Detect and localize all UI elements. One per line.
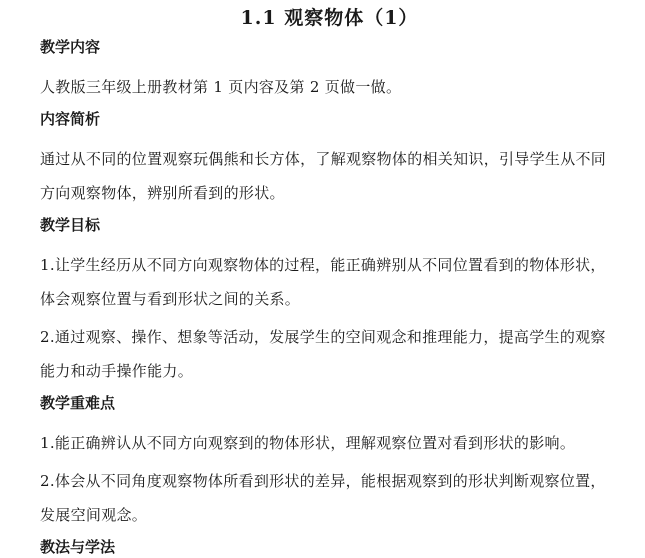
section-content-analysis: [40, 108, 619, 210]
section-paragraph: 2.通过观察、操作、想象等活动，发展学生的空间观念和推理能力，提高学生的观察能力和动手操作能力。: [40, 328, 606, 380]
section-paragraph: 1.让学生经历从不同方向观察物体的过程，能正确辨别从不同位置看到的物体形状，体会观察位置与看到形状之间的关系。: [40, 256, 606, 308]
section-heading: 内容简析: [40, 110, 101, 128]
section-key-difficulties: [40, 392, 619, 532]
section-teaching-goals: [40, 214, 619, 388]
section-paragraph: 1.能正确辨认从不同方向观察到的物体形状，理解观察位置对看到形状的影响。: [40, 434, 576, 452]
section-heading: 教法与学法: [40, 538, 116, 556]
section-heading: 教学目标: [40, 216, 101, 234]
section-paragraph: 人教版三年级上册教材第 1 页内容及第 2 页做一做。: [40, 78, 402, 96]
section-paragraph: 2.体会从不同角度观察物体所看到形状的差异，能根据观察到的形状判断观察位置，发展空间观念。: [40, 472, 606, 524]
document-title: 1.1 观察物体（1）: [240, 7, 419, 29]
section-heading: 教学内容: [40, 38, 101, 56]
section-teaching-content: [40, 36, 619, 104]
section-methods: [40, 536, 619, 558]
section-heading: 教学重难点: [40, 394, 116, 412]
section-paragraph: 通过从不同的位置观察玩偶熊和长方体，了解观察物体的相关知识，引导学生从不同方向观察物体，辨别所看到的形状。: [40, 150, 607, 202]
